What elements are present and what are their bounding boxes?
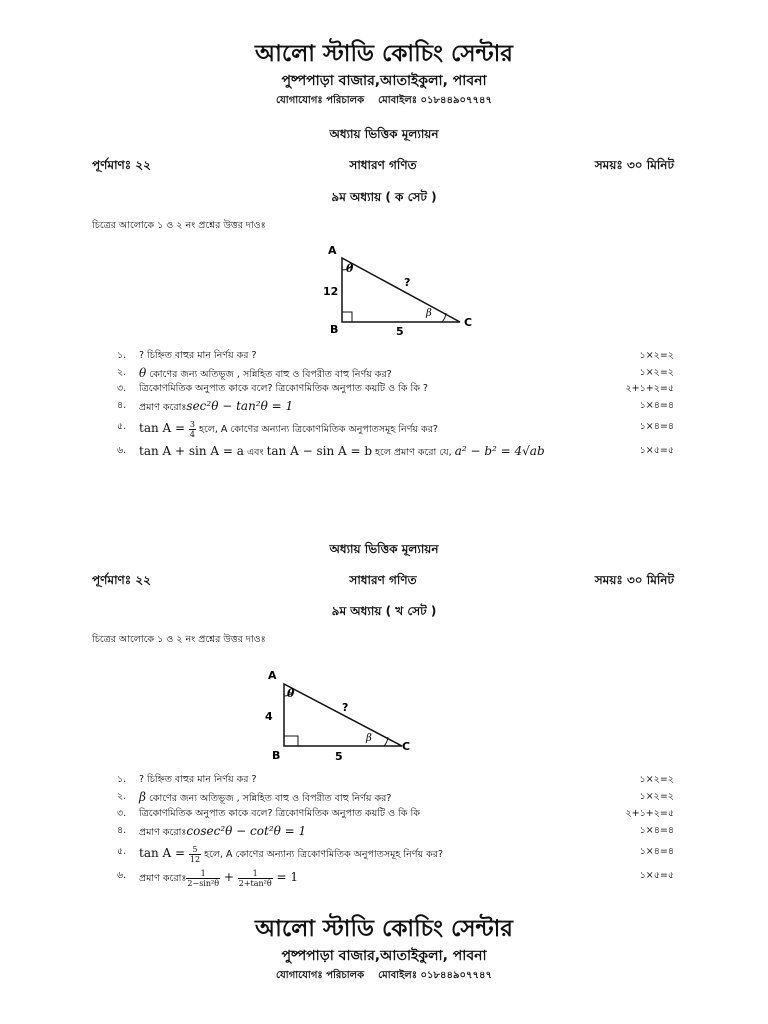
question-item [117,824,674,840]
assessment-title: অধ্যায় ভিত্তিক মূল্যায়ন [329,542,439,556]
math-expression: tan A + sin A = a [139,444,244,458]
question-item [117,869,674,888]
question-text: ত্রিকোণমিতিক অনুপাত কাকে বলে? ত্রিকোণমিতিক অনুপাত কয়টি ও কি কি ? [139,383,428,394]
vertex-b-label: B [272,749,281,762]
question-number: ৬. [117,445,127,456]
top-header [0,40,768,108]
side-bc-label: 5 [396,325,404,338]
triangle-shape [342,258,460,322]
question-text [139,399,293,416]
vertex-a-label: A [328,244,337,257]
angle-a-label: θ [287,687,295,700]
question-text: ত্রিকোণমিতিক অনুপাত কাকে বলে? ত্রিকোণমিতিক অনুপাত কয়টি ও কি কি [139,808,420,819]
question-text: ? চিহ্নিত বাহুর মান নির্ণয় কর ? [139,774,257,785]
vertex-c-label: C [402,740,411,753]
question-item [117,773,674,789]
math-expression: tan A = [139,421,189,435]
triangle-shape [284,684,402,746]
question-number: ৫. [117,421,127,432]
institution-address: পুষ্পপাড়া বাজার,আতাইকুলা, পাবনা [281,73,487,89]
question-number: ৩. [117,808,127,819]
exam-meta-row [92,157,674,175]
question-marks: ১×২=২ [639,350,674,361]
question-number: ৪. [117,825,127,836]
fraction-denominator: 4 [189,430,195,439]
math-expression: a² − b² = 4√ab [454,444,545,458]
side-ac-label: ? [404,276,411,289]
triangle-figure [262,664,422,764]
contact-label: যোগাযোগঃ পরিচালক [275,95,365,106]
right-angle-mark [342,312,352,322]
question-body: কোণের জন্য অতিভূজ , সন্নিহিত বাহু ও বিপরীত বাহু নির্ণয় কর? [145,793,392,804]
question-number: ৩. [117,383,127,394]
question-marks: ১×৪=৪ [639,421,674,432]
subject: সাধারণ গণিত [349,573,417,587]
question-text [139,444,545,461]
question-item [117,444,674,460]
question-text [139,869,298,888]
instruction-text: চিত্রের আলোকে ১ ও ২ নং প্রশ্নের উত্তর দাওঃ [92,634,266,645]
question-marks: ১×২=২ [639,791,674,802]
question-marks: ১×৫=৫ [639,870,674,881]
contact-label: যোগাযোগঃ পরিচালক [275,970,365,981]
question-text [139,420,438,439]
question-marks: ১×৪=৪ [639,846,674,857]
question-item [117,349,674,365]
math-expression: tan A = [139,846,189,860]
contact-line [0,94,768,108]
question-marks: ১×৪=৪ [639,400,674,411]
question-text [139,845,443,864]
math-operator: + [220,870,238,884]
math-expression: cosec²θ − cot²θ = 1 [186,824,307,838]
exam-time: সময়ঃ ৩০ মিনিট [594,573,674,587]
question-number: ১. [117,774,127,785]
question-item [117,366,674,382]
fraction [189,845,201,864]
question-body: এবং [243,447,267,458]
math-expression: = 1 [272,870,299,884]
angle-c-label: β [366,733,372,744]
fraction-numerator: 1 [186,869,220,879]
question-item [117,382,674,398]
institution-title: আলো স্টাডি কোচিং সেন্টার [255,41,513,67]
vertex-b-label: B [330,323,339,336]
fraction-numerator: 3 [189,420,195,429]
fraction [238,869,273,888]
question-number: ৪. [117,400,127,411]
question-body: প্রমাণ করোঃ [139,873,187,884]
question-item [117,845,674,864]
question-body: কোণের জন্য অতিভূজ , সন্নিহিত বাহু ও বিপরীত বাহু নির্ণয় কর? [146,369,392,380]
contact-line [0,969,768,983]
instruction-text: চিত্রের আলোকে ১ ও ২ নং প্রশ্নের উত্তর দাওঃ [92,220,266,231]
triangle-figure [318,240,478,340]
question-marks: ১×৪=৪ [639,825,674,836]
math-symbol: β [139,790,146,804]
question-body: হলে, A কোণের অন্যান্য ত্রিকোণমিতিক অনুপাতসমূহ নির্ণয় কর? [201,849,444,860]
question-marks: ১×২=২ [639,367,674,378]
question-marks: ১×৫=৫ [639,445,674,456]
side-bc-label: 5 [335,750,343,763]
question-text [139,824,306,841]
side-ab-label: 12 [323,285,339,298]
question-body: হলে প্রমাণ করো যে, [372,447,455,458]
math-expression: sec²θ − tan²θ = 1 [186,399,294,413]
question-marks: ২+১+২=৫ [625,808,674,819]
fraction [189,420,196,439]
question-item [117,807,674,823]
exam-meta-row [92,572,674,590]
question-item [117,790,674,806]
question-number: ২. [117,367,127,378]
question-number: ৬. [117,870,127,881]
question-body: হলে, A কোণের অন্যান্য ত্রিকোণমিতিক অনুপাতসমূহ নির্ণয় কর? [195,424,438,435]
vertex-c-label: C [464,316,473,329]
question-body: প্রমাণ করোঃ [139,827,187,838]
fraction-numerator: 5 [189,845,201,855]
phone-number: মোবাইলঃ ০১৮৪৪৯০৭৭৪৭ [378,970,492,981]
angle-arc-c [442,313,446,322]
full-marks: পূর্ণমাণঃ ২২ [92,158,151,172]
institution-address: পুষ্পপাড়া বাজার,আতাইকুলা, পাবনা [281,948,487,964]
subject: সাধারণ গণিত [349,158,417,172]
fraction-numerator: 1 [238,869,273,879]
vertex-a-label: A [268,669,277,682]
chapter-heading: ৯ম অধ্যায় ( খ সেট ) [331,604,437,618]
question-text: ? চিহ্নিত বাহুর মান নির্ণয় কর ? [139,350,257,361]
side-ac-label: ? [342,701,349,714]
question-marks: ১×২=২ [639,774,674,785]
math-symbol: θ [139,366,147,380]
question-body: প্রমাণ করোঃ [139,402,187,413]
bottom-header [0,915,768,983]
institution-title: আলো স্টাডি কোচিং সেন্টার [255,916,513,942]
question-item [117,420,674,439]
assessment-title: অধ্যায় ভিত্তিক মূল্যায়ন [329,127,439,141]
phone-number: মোবাইলঃ ০১৮৪৪৯০৭৭৪৭ [378,95,492,106]
angle-c-label: β [426,308,432,319]
right-angle-mark [284,736,298,746]
question-number: ১. [117,350,127,361]
math-expression: tan A − sin A = b [266,444,373,458]
question-text [139,366,392,383]
full-marks: পূর্ণমাণঃ ২২ [92,573,151,587]
fraction-denominator: 2+tan²θ [238,879,272,888]
question-number: ২. [117,791,127,802]
chapter-heading: ৯ম অধ্যায় ( ক সেট ) [331,190,437,204]
exam-time: সময়ঃ ৩০ মিনিট [594,158,674,172]
question-item [117,399,674,415]
side-ab-label: 4 [265,710,273,723]
question-number: ৫. [117,846,127,857]
question-text [139,790,391,807]
fraction-denominator: 12 [189,855,201,864]
question-marks: ২+১+২=৫ [625,383,674,394]
fraction [186,869,220,888]
fraction-denominator: 2−sin²θ [187,879,220,888]
angle-a-label: θ [346,262,354,275]
